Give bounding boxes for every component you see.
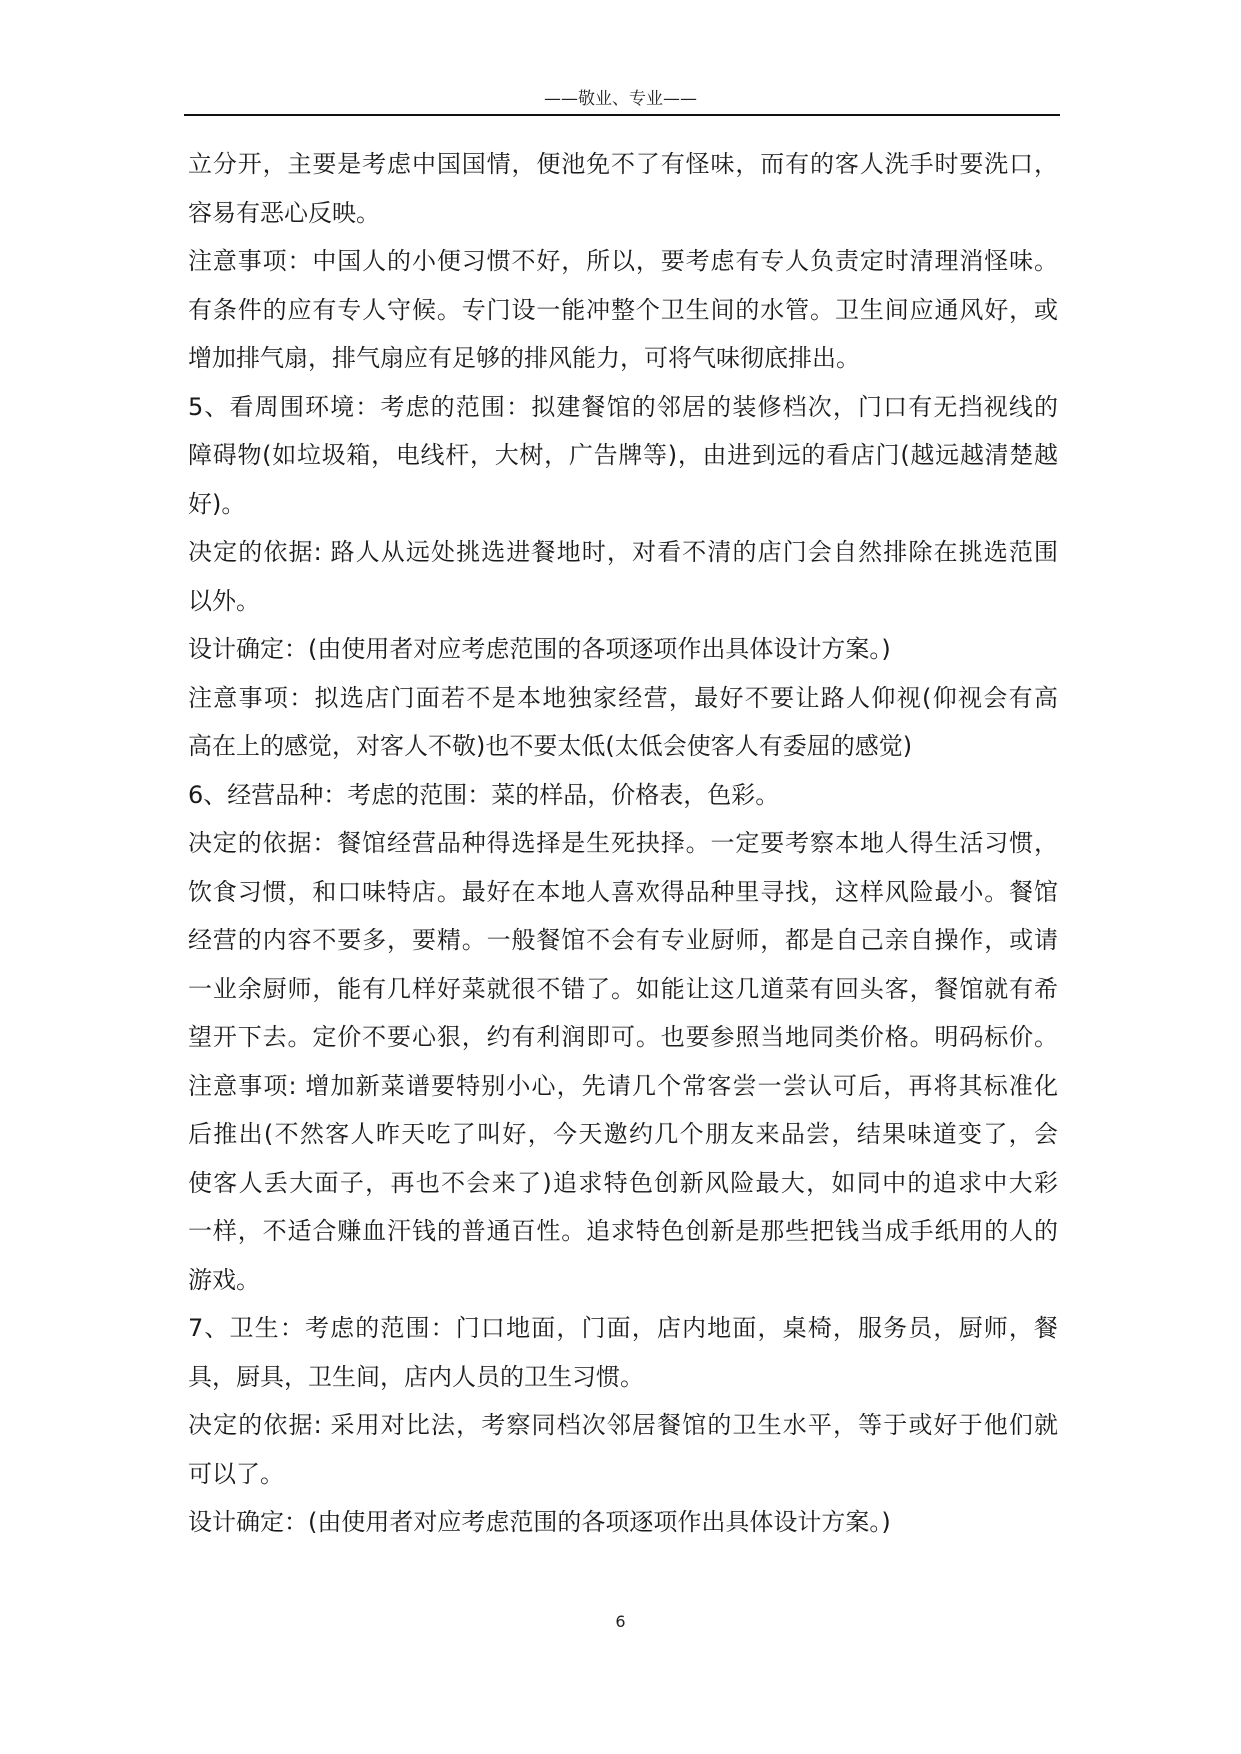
- text-line: 注意事项：拟选店门面若不是本地独家经营，最好不要让路人仰视(仰视会有高: [188, 683, 1058, 712]
- text-line: 经营的内容不要多，要精。一般餐馆不会有专业厨师，都是自己亲自操作，或请: [188, 926, 1058, 954]
- text-line: 游戏。: [188, 1265, 260, 1294]
- text-line: 增加排气扇，排气扇应有足够的排风能力，可将气味彻底排出。: [188, 344, 860, 372]
- text-line: 立分开，主要是考虑中国国情，便池免不了有怪味，而有的客人洗手时要洗口，: [188, 150, 1058, 178]
- text-line: 具，厨具，卫生间，店内人员的卫生习惯。: [188, 1362, 644, 1391]
- text-line: 决定的依据: 路人从远处挑选进餐地时，对看不清的店门会自然排除在挑选范围: [188, 538, 1058, 566]
- text-line: 以外。: [188, 586, 260, 615]
- document-body: [188, 140, 1058, 1547]
- text-line: 设计确定：(由使用者对应考虑范围的各项逐项作出具体设计方案。): [188, 1508, 891, 1536]
- text-line: 障碍物(如垃圾箱，电线杆，大树，广告牌等)，由进到远的看店门(越远越清楚越: [188, 441, 1058, 469]
- text-line: 设计确定：(由使用者对应考虑范围的各项逐项作出具体设计方案。): [188, 635, 891, 663]
- text-line: 一业余厨师，能有几样好菜就很不错了。如能让这几道菜有回头客，餐馆就有希: [188, 974, 1058, 1003]
- text-line: 决定的依据: 采用对比法，考察同档次邻居餐馆的卫生水平，等于或好于他们就: [188, 1411, 1058, 1439]
- text-line: 后推出(不然客人昨天吃了叫好，今天邀约几个朋友来品尝，结果味道变了，会: [188, 1120, 1058, 1148]
- text-line: 使客人丢大面子，再也不会来了)追求特色创新风险最大，如同中的追求中大彩: [188, 1168, 1058, 1197]
- text-line: 注意事项: 增加新菜谱要特别小心，先请几个常客尝一尝认可后，再将其标准化: [188, 1071, 1058, 1100]
- text-line: 高在上的感觉，对客人不敬)也不要太低(太低会使客人有委屈的感觉): [188, 732, 913, 760]
- text-line: 好)。: [188, 489, 246, 518]
- text-line: 5、看周围环境：考虑的范围：拟建餐馆的邻居的装修档次，门口有无挡视线的: [188, 392, 1058, 421]
- text-line: 有条件的应有专人守候。专门设一能冲整个卫生间的水管。卫生间应通风好，或: [188, 295, 1058, 324]
- text-line: 注意事项：中国人的小便习惯不好，所以，要考虑有专人负责定时清理消怪味。: [188, 247, 1058, 275]
- page-header-title: ——敬业、专业——: [544, 89, 697, 109]
- header-divider: [184, 114, 1060, 116]
- page-number: 6: [615, 1612, 626, 1631]
- text-line: 容易有恶心反映。: [188, 198, 380, 227]
- text-line: 一样，不适合赚血汗钱的普通百性。追求特色创新是那些把钱当成手纸用的人的: [188, 1217, 1058, 1245]
- text-line: 可以了。: [188, 1459, 284, 1488]
- text-line: 望开下去。定价不要心狠，约有利润即可。也要参照当地同类价格。明码标价。: [188, 1023, 1058, 1051]
- text-line: 6、经营品种：考虑的范围：菜的样品，价格表，色彩。: [188, 780, 780, 809]
- text-line: 7、卫生：考虑的范围：门口地面，门面，店内地面，桌椅，服务员，厨师，餐: [188, 1314, 1058, 1342]
- text-line: 饮食习惯，和口味特店。最好在本地人喜欢得品种里寻找，这样风险最小。餐馆: [188, 877, 1058, 906]
- text-line: 决定的依据：餐馆经营品种得选择是生死抉择。一定要考察本地人得生活习惯，: [188, 829, 1058, 857]
